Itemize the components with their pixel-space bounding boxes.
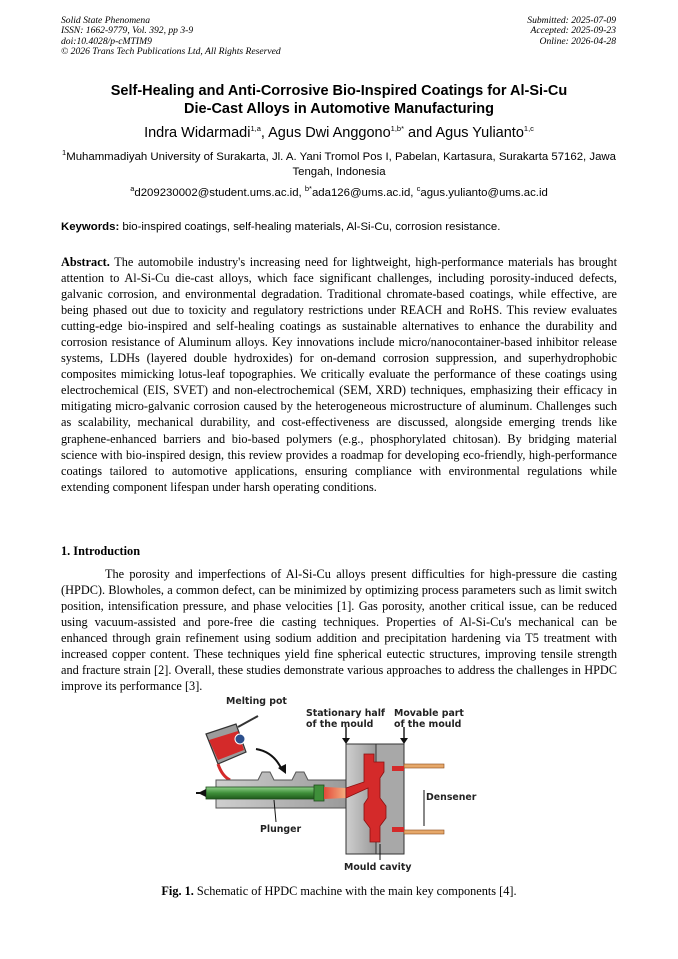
author-3-name: Agus Yulianto [435,125,524,141]
label-mould-cavity: Mould cavity [344,862,412,873]
submitted-date: Submitted: 2025-07-09 [527,15,616,26]
affiliation-sup: 1 [62,148,67,158]
movable-arrow-head [400,738,408,744]
author-3-sup: 1,c [523,124,534,134]
journal-header-left [61,16,281,58]
email-b[interactable]: ada126@ums.ac.id, [311,187,417,199]
affiliation [60,150,618,179]
author-separator-1: , [260,125,269,141]
author-1-name: Indra Widarmadi [144,125,251,141]
copyright-line: © 2026 Trans Tech Publications Ltd, All Rights Reserved [61,46,281,58]
author-list [40,124,638,142]
section-heading-introduction: 1. Introduction [61,544,141,558]
email-c-sup: c [416,184,421,194]
affiliation-text: Muhammadiyah University of Surakarta, Jl. A. Yani Tromol Pos I, Pabelan, Kartasura, Surakarta 57162, Jawa Tengah, Indonesia [66,151,616,178]
keywords-text: bio-inspired coatings, self-healing materials, Al-Si-Cu, corrosion resistance. [119,221,501,233]
caption-text: Schematic of HPDC machine with the main key components [4]. [193,884,517,898]
journal-name: Solid State Phenomena [61,15,150,26]
email-a-sup: a [130,184,135,194]
issn-line: ISSN: 1662-9779, Vol. 392, pp 3-9 [61,25,194,37]
melting-pot [206,716,258,780]
paper-title [40,82,638,118]
stationary-arrow-head [342,738,350,744]
keywords [61,220,617,234]
label-stationary-line1: Stationary half [306,708,385,719]
title-line-2: Die-Cast Alloys in Automotive Manufacturing [184,101,494,117]
hpdc-schematic-figure [196,694,486,880]
abstract-label: Abstract. [61,255,110,269]
email-c[interactable]: agus.yulianto@ums.ac.id [420,187,548,199]
author-1-sup: 1,a [250,124,261,134]
email-b-sup: b* [304,184,312,194]
email-a[interactable]: d209230002@student.ums.ac.id, [134,187,305,199]
author-emails [40,186,638,200]
author-separator-2: and [404,125,436,141]
author-2-sup: 1,b* [390,124,405,134]
label-stationary-line2: of the mould [306,719,374,730]
introduction-paragraph: The porosity and imperfections of Al-Si-Cu alloys present difficulties for high-pressure die casting (HPDC). Blowholes, a common defect, can be minimized by optimizing process parameters such as limit switch position, intensification pressure, and phase velocities [1]. Gas porosity, another critical issue, can be reduced using vacuum-assisted and pore-free die casting techniques. Properties of Al-Si-Cu's mechanical can be enhanced through grain refinement using sodium addition and precipitation hardening via T5 treatment with increased copper content. These techniques yield fine spherical eutectic structures, improving tensile strength and fracture strain [2]. Overall, these studies demonstrate various approaches to address the challenges in HPDC improve its performance [3]. [61,567,617,694]
title-line-1: Self-Healing and Anti-Corrosive Bio-Inspired Coatings for Al-Si-Cu [110,83,568,99]
label-densener: Densener [426,792,477,803]
accepted-date: Accepted: 2025-09-23 [530,25,616,37]
abstract [61,254,617,495]
label-movable-line1: Movable part [394,708,464,719]
pouring-arrow [256,749,282,770]
figure-caption [61,883,617,899]
caption-label: Fig. 1. [161,884,194,898]
label-plunger: Plunger [260,824,302,835]
online-date: Online: 2026-04-28 [539,35,616,47]
label-movable-line2: of the mould [394,719,462,730]
journal-header-right [527,16,616,47]
keywords-label: Keywords: [61,221,120,233]
plunger [206,785,346,801]
abstract-text: The automobile industry's increasing need for lightweight, high-performance materials has brought attention to Al-Si-Cu die-cast alloys, which face significant challenges, including porosity-induced defects, galvanic corrosion, and environmental degradation. Traditional chromate-based coatings, while effective, are being phased out due to toxicity and regulatory restrictions under REACH and RoHS. This review evaluates cutting-edge bio-inspired and self-healing coatings as sustainable alternatives to enhance the durability and corrosion resistance of Aluminum alloys. Key innovations include micro/nanocontainer-based inhibitor release systems, LDHs (layered double hydroxides) for on-demand corrosion suppression, and superhydrophobic composites mimicking lotus-leaf topographies. We critically evaluate the performance of these coatings using electrochemical (EIS, SVET) and non-electrochemical (SEM, XRD) techniques, emphasizing their efficacy in mitigating micro-galvanic corrosion caused by the heterogeneous microstructure of aluminum. Challenges such as scalability, mechanical durability, and cost-effectiveness are discussed, alongside emerging trends like graphene-enhanced barriers and bio-based polymers (e.g., phosphorylated chitosan). By bridging material science with bio-inspired design, this review provides a roadmap for developing eco-friendly, high-performance coatings tailored to automotive applications, ensuring compliance with environmental regulations while extending component lifespan under harsh operating conditions. [61,255,617,494]
author-2-name: Agus Dwi Anggono [268,125,391,141]
label-melting-pot: Melting pot [226,696,287,707]
doi-line: doi:10.4028/p-cMTIM9 [61,35,152,47]
